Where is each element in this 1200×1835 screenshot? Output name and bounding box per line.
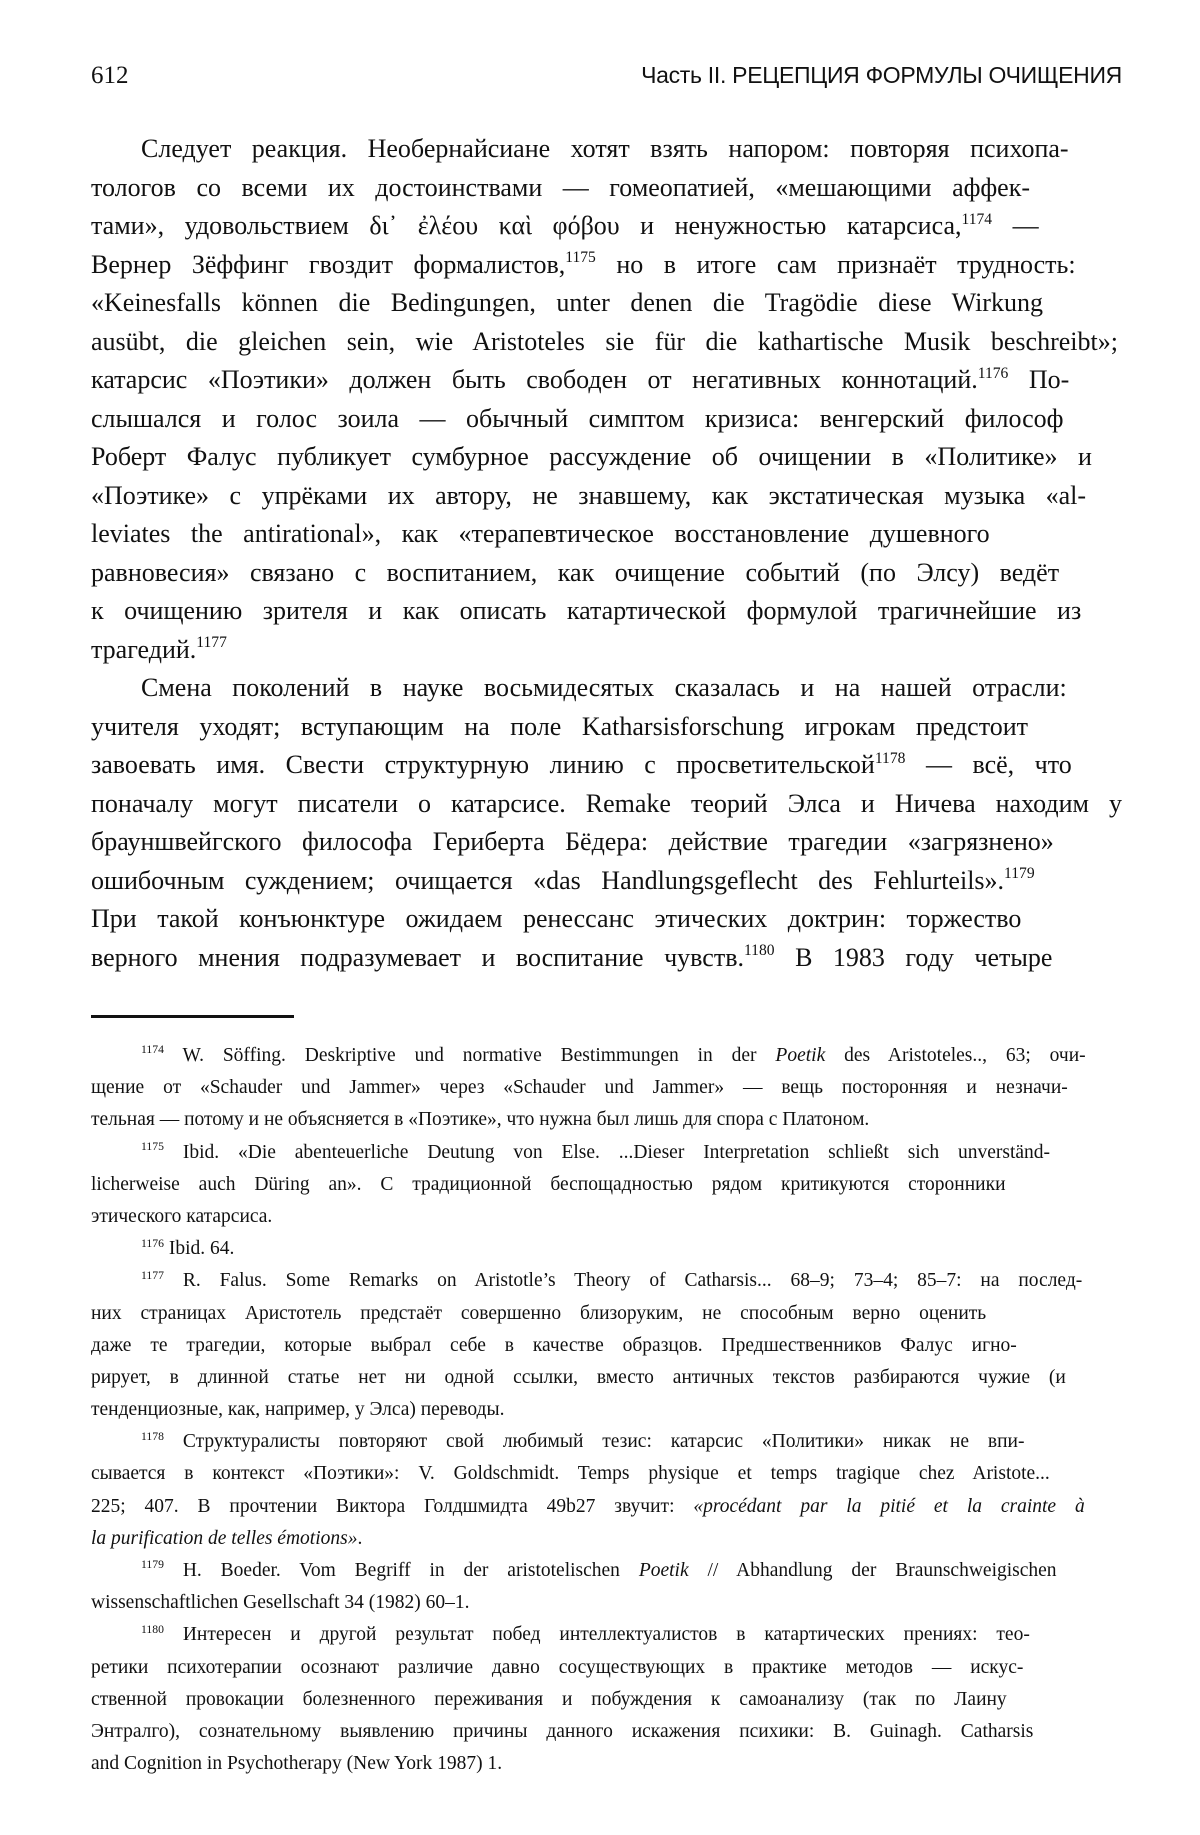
footnote-ref: 1177 (141, 1269, 164, 1282)
footnote-ref: 1179 (141, 1558, 164, 1571)
footnotes (91, 1040, 1122, 1780)
text-run: сывается в контекст «Поэтики»: V. Goldschmidt. Temps physique et temps tragique chez Aristote... (91, 1463, 1050, 1484)
text-run: Смена поколений в науке восьмидесятых сказалась и на нашей отрасли: (141, 673, 1067, 702)
footnote-ref: 1176 (141, 1237, 164, 1250)
text-run: равновесия» связано с воспитанием, как очищение событий (по Элсу) ведёт (91, 558, 1059, 587)
footnote-ref: 1175 (565, 249, 596, 266)
footnote-line (91, 1619, 1122, 1651)
footnote-line (91, 1458, 1122, 1490)
text-run: R. Falus. Some Remarks on Aristotle’s Theory of Catharsis... 68–9; 73–4; 85–7: на послед- (164, 1270, 1082, 1291)
text-run: этического катарсиса. (91, 1206, 272, 1227)
text-run: Энтралго), сознательному выявлению причины данного искажения психики: B. Guinagh. Catharsis (91, 1721, 1033, 1742)
text-run: брауншвейгского философа Гериберта Бёдера: действие трагедии «загрязнено» (91, 827, 1054, 856)
text-run: ошибочным суждением; очищается «das Handlungsgeflecht des Fehlurteils». (91, 866, 1004, 895)
text-run: ственной провокации болезненного переживания и побуждения к самоанализу (так по Лаину (91, 1689, 1007, 1710)
body-line (91, 323, 1122, 362)
body-line (91, 515, 1122, 554)
text-run: — всё, что (905, 750, 1071, 779)
body-line (91, 900, 1122, 939)
body-line (91, 785, 1122, 824)
text-run: даже те трагедии, которые выбрал себе в качестве образцов. Предшественников Фалус игно- (91, 1335, 1017, 1356)
footnote-line (91, 1298, 1122, 1330)
italic-text: «procédant par la pitié et la crainte à (693, 1496, 1084, 1517)
text-run: «Поэтике» с упрёками их автору, не знавшему, как экстатическая музыка «al- (91, 481, 1086, 510)
italic-text: Poetik (639, 1560, 689, 1581)
text-run: При такой конъюнктуре ожидаем ренессанс этических доктрин: торжество (91, 904, 1021, 933)
running-title: Часть II. РЕЦЕПЦИЯ ФОРМУЛЫ ОЧИЩЕНИЯ (641, 62, 1122, 89)
footnote-ref: 1178 (141, 1430, 164, 1443)
footnote-separator (91, 1015, 294, 1018)
text-run: тенденциозные, как, например, у Элса) переводы. (91, 1399, 504, 1420)
text-run: тами», удовольствием δι᾽ ἐλέου καὶ φόβου и ненужностью катарсиса, (91, 211, 962, 240)
text-run: . (357, 1528, 362, 1549)
text-run: Интересен и другой результат побед интеллектуалистов в катартических прениях: тео- (164, 1624, 1030, 1645)
footnote-line (91, 1201, 1122, 1233)
text-run: По- (1008, 365, 1069, 394)
body-line (91, 862, 1122, 901)
footnote-ref: 1180 (744, 942, 775, 959)
footnote-line (91, 1040, 1122, 1072)
text-run: поначалу могут писатели о катарсисе. Remake теорий Элса и Ничева находим у (91, 789, 1122, 818)
footnote-line (91, 1104, 1122, 1136)
text-run: них страницах Аристотель предстаёт совершенно близоруким, не способным верно оценить (91, 1303, 986, 1324)
footnote-ref: 1175 (141, 1140, 164, 1153)
text-run: «Keinesfalls können die Bedingungen, unter denen die Tragödie diese Wirkung (91, 288, 1043, 317)
body-line (91, 361, 1122, 400)
main-text (91, 130, 1122, 977)
footnote-line (91, 1169, 1122, 1201)
footnote-line (91, 1072, 1122, 1104)
text-run: но в итоге сам признаёт трудность: (596, 250, 1076, 279)
footnote-line (91, 1265, 1122, 1297)
text-run: слышался и голос зоила — обычный симптом кризиса: венгерский философ (91, 404, 1063, 433)
text-run: Вернер Зёффинг гвоздит формалистов, (91, 250, 565, 279)
text-run: Ibid. 64. (164, 1238, 234, 1259)
footnote-line (91, 1684, 1122, 1716)
text-run: Роберт Фалус публикует сумбурное рассуждение об очищении в «Политике» и (91, 442, 1092, 471)
footnote-line (91, 1491, 1122, 1523)
text-run: Структуралисты повторяют свой любимый тезис: катарсис «Политики» никак не впи- (164, 1431, 1025, 1452)
text-run: трагедий. (91, 635, 196, 664)
footnote-line (91, 1523, 1122, 1555)
text-run: des Aristoteles.., 63; очи- (825, 1045, 1085, 1066)
text-run: W. Söffing. Deskriptive und normative Bestimmungen in der (164, 1045, 775, 1066)
body-line (91, 592, 1122, 631)
text-run: верного мнения подразумевает и воспитание чувств. (91, 943, 744, 972)
body-line (91, 669, 1122, 708)
text-run: Следует реакция. Необернайсиане хотят взять напором: повторяя психопа- (141, 134, 1069, 163)
body-line (91, 169, 1122, 208)
body-line (91, 246, 1122, 285)
footnote-line (91, 1233, 1122, 1265)
italic-text: la purification de telles émotions» (91, 1528, 357, 1549)
page-header (91, 62, 1122, 96)
body-line (91, 631, 1122, 670)
text-run: ausübt, die gleichen sein, wie Aristoteles sie für die kathartische Musik beschreibt»; (91, 327, 1118, 356)
footnote-line (91, 1394, 1122, 1426)
text-run: завоевать имя. Свести структурную линию с просветительской (91, 750, 875, 779)
footnote-ref: 1177 (196, 634, 227, 651)
footnote-line (91, 1137, 1122, 1169)
text-run: licherweise auch Düring an». С традиционной беспощадностью рядом критикуются сторонники (91, 1174, 1006, 1195)
footnote-line (91, 1555, 1122, 1587)
footnote-ref: 1180 (141, 1623, 164, 1636)
body-line (91, 438, 1122, 477)
text-run: рирует, в длинной статье нет ни одной ссылки, вместо античных текстов разбираются чужие (и (91, 1367, 1066, 1388)
body-line (91, 746, 1122, 785)
body-line (91, 823, 1122, 862)
body-line (91, 708, 1122, 747)
text-run: and Cognition in Psychotherapy (New York 1987) 1. (91, 1753, 502, 1774)
text-run: тологов со всеми их достоинствами — гомеопатией, «мешающими аффек- (91, 173, 1030, 202)
body-line (91, 400, 1122, 439)
footnote-ref: 1176 (978, 365, 1009, 382)
footnote-ref: 1179 (1004, 865, 1035, 882)
text-run: катарсис «Поэтики» должен быть свободен от негативных коннотаций. (91, 365, 978, 394)
footnote-ref: 1174 (141, 1043, 164, 1056)
footnote-line (91, 1426, 1122, 1458)
text-run: ретики психотерапии осознают различие давно сосуществующих в практике методов — искус- (91, 1657, 1023, 1678)
text-run: Ibid. «Die abenteuerliche Deutung von Else. ...Dieser Interpretation schließt sich unverständ- (164, 1142, 1050, 1163)
footnote-line (91, 1362, 1122, 1394)
text-run: учителя уходят; вступающим на поле Katharsisforschung игрокам предстоит (91, 712, 1028, 741)
body-line (91, 130, 1122, 169)
text-run: wissenschaftlichen Gesellschaft 34 (1982) 60–1. (91, 1592, 470, 1613)
text-run: щение от «Schauder und Jammer» через «Schauder und Jammer» — вещь посторонняя и незначи- (91, 1077, 1068, 1098)
footnote-ref: 1174 (962, 211, 993, 228)
footnote-line (91, 1716, 1122, 1748)
footnote-line (91, 1330, 1122, 1362)
text-run: к очищению зрителя и как описать катартической формулой трагичнейшие из (91, 596, 1081, 625)
footnote-line (91, 1748, 1122, 1780)
italic-text: Poetik (775, 1045, 825, 1066)
text-run: — (992, 211, 1039, 240)
body-line (91, 477, 1122, 516)
text-run: // Abhandlung der Braunschweigischen (689, 1560, 1057, 1581)
text-run: 225; 407. В прочтении Виктора Голдшмидта 49b27 звучит: (91, 1496, 693, 1517)
footnote-line (91, 1652, 1122, 1684)
body-line (91, 284, 1122, 323)
footnote-ref: 1178 (875, 750, 906, 767)
footnote-line (91, 1587, 1122, 1619)
text-run: H. Boeder. Vom Begriff in der aristotelischen (164, 1560, 639, 1581)
body-line (91, 939, 1122, 978)
body-line (91, 207, 1122, 246)
text-run: leviates the antirational», как «терапевтическое восстановление душевного (91, 519, 990, 548)
text-run: В 1983 году четыре (775, 943, 1053, 972)
page-number: 612 (91, 62, 129, 90)
body-line (91, 554, 1122, 593)
text-run: тельная — потому и не объясняется в «Поэтике», что нужна был лишь для спора с Платоном. (91, 1109, 869, 1130)
